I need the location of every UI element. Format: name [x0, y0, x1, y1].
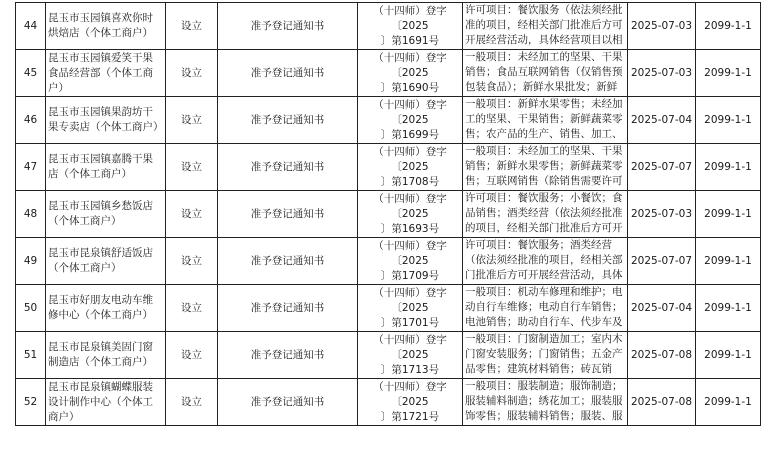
- table-row: [16, 97, 761, 144]
- expiry-date-cell-text: 2099-1-1: [704, 348, 752, 361]
- registration-type-cell-text: 设立: [181, 19, 202, 32]
- business-scope-text: 许可项目：餐饮服务；酒类经营（依法须经批准的项目，经相关部门批准后方可开展经营活动，具体: [465, 239, 623, 281]
- business-scope-cell: [463, 191, 628, 238]
- entity-name-cell-text: 昆玉市玉园镇乡愁饭店（个体工商户）: [48, 200, 153, 227]
- document-type-cell-text: 准予登记通知书: [250, 395, 325, 408]
- table-row: [16, 191, 761, 238]
- expiry-date-cell-text: 2099-1-1: [704, 66, 752, 79]
- entity-name-cell: [46, 3, 166, 50]
- document-type-cell-text: 准予登记通知书: [250, 254, 325, 267]
- entity-name-cell-text: 昆玉市玉园镇爱笑干果食品经营部（个体工商户）: [48, 51, 153, 94]
- expiry-date-cell: [696, 238, 761, 285]
- row-number-cell-text: 52: [23, 395, 38, 408]
- table-row: [16, 3, 761, 50]
- expiry-date-cell-text: 2099-1-1: [704, 254, 752, 267]
- document-type-cell: [218, 50, 358, 97]
- row-number-cell: [16, 285, 46, 332]
- business-scope-cell: [463, 332, 628, 379]
- registration-type-cell-text: 设立: [181, 301, 202, 314]
- business-scope-cell: [463, 379, 628, 426]
- registration-type-cell-text: 设立: [181, 66, 202, 79]
- expiry-date-cell: [696, 379, 761, 426]
- registration-type-cell-text: 设立: [181, 395, 202, 408]
- business-scope-text: 一般项目：新鲜水果零售；未经加工的坚果、干果销售；新鲜蔬菜零售；农产品的生产、销售、加工、: [465, 98, 623, 140]
- entity-name-cell: [46, 50, 166, 97]
- registration-type-cell: [166, 285, 218, 332]
- business-scope-text: 许可项目：餐饮服务；小餐饮；食品销售；酒类经营（依法须经批准的项目，经相关部门批准后方可开: [465, 192, 623, 234]
- entity-name-cell-text: 昆玉市昆泉镇舒适饭店（个体工商户）: [48, 247, 153, 274]
- expiry-date-cell: [696, 285, 761, 332]
- document-type-cell: [218, 144, 358, 191]
- approval-date-cell: [628, 97, 696, 144]
- document-type-cell-text: 准予登记通知书: [250, 207, 325, 220]
- registration-type-cell-text: 设立: [181, 254, 202, 267]
- registration-type-cell: [166, 332, 218, 379]
- business-scope-cell: [463, 3, 628, 50]
- row-number-cell-text: 48: [23, 207, 38, 220]
- expiry-date-cell-text: 2099-1-1: [704, 160, 752, 173]
- document-number-line2: 〕第1713号: [380, 363, 440, 376]
- row-number-cell: [16, 144, 46, 191]
- document-number-line1: （十四师）登字〔2025: [373, 333, 447, 361]
- registration-type-cell: [166, 379, 218, 426]
- entity-name-cell: [46, 238, 166, 285]
- approval-date-cell-text: 2025-07-08: [630, 395, 693, 408]
- business-scope-text: 一般项目：未经加工的坚果、干果销售；新鲜水果零售；新鲜蔬菜零售；互联网销售（除销售需要许可: [465, 145, 623, 187]
- business-scope-cell: [463, 97, 628, 144]
- document-number-line2: 〕第1721号: [380, 410, 440, 423]
- business-scope-text: 一般项目：未经加工的坚果、干果销售；食品互联网销售（仅销售预包装食品）；新鲜水果批发；新鲜: [465, 51, 623, 93]
- approval-date-cell-text: 2025-07-03: [630, 19, 693, 32]
- document-number-cell: [358, 191, 463, 238]
- row-number-cell-text: 45: [23, 66, 38, 79]
- registration-table: [15, 2, 761, 426]
- registration-type-cell-text: 设立: [181, 207, 202, 220]
- entity-name-cell-text: 昆玉市昆泉镇美固门窗制造店（个体工商户）: [48, 341, 153, 368]
- expiry-date-cell: [696, 50, 761, 97]
- expiry-date-cell: [696, 3, 761, 50]
- expiry-date-cell-text: 2099-1-1: [704, 113, 752, 126]
- document-number-line2: 〕第1701号: [380, 316, 440, 329]
- document-number-line1: （十四师）登字〔2025: [373, 286, 447, 314]
- row-number-cell: [16, 97, 46, 144]
- business-scope-cell: [463, 144, 628, 191]
- row-number-cell: [16, 191, 46, 238]
- approval-date-cell: [628, 144, 696, 191]
- document-number-line1: （十四师）登字〔2025: [373, 4, 447, 32]
- table-body: [16, 3, 761, 426]
- approval-date-cell-text: 2025-07-08: [630, 348, 693, 361]
- approval-date-cell: [628, 191, 696, 238]
- document-number-cell: [358, 238, 463, 285]
- row-number-cell-text: 47: [23, 160, 38, 173]
- expiry-date-cell-text: 2099-1-1: [704, 19, 752, 32]
- document-number-cell: [358, 285, 463, 332]
- entity-name-cell: [46, 285, 166, 332]
- approval-date-cell-text: 2025-07-04: [630, 301, 693, 314]
- entity-name-cell-text: 昆玉市好朋友电动车维修中心（个体工商户）: [48, 294, 153, 321]
- document-type-cell: [218, 97, 358, 144]
- business-scope-cell: [463, 238, 628, 285]
- document-number-line1: （十四师）登字〔2025: [373, 380, 447, 408]
- document-number-line2: 〕第1708号: [380, 175, 440, 188]
- document-type-cell: [218, 285, 358, 332]
- business-scope-cell: [463, 285, 628, 332]
- row-number-cell-text: 51: [23, 348, 38, 361]
- document-number-cell: [358, 3, 463, 50]
- entity-name-cell: [46, 144, 166, 191]
- approval-date-cell-text: 2025-07-07: [630, 160, 693, 173]
- document-type-cell-text: 准予登记通知书: [250, 301, 325, 314]
- approval-date-cell: [628, 379, 696, 426]
- document-number-line1: （十四师）登字〔2025: [373, 145, 447, 173]
- document-number-line1: （十四师）登字〔2025: [373, 192, 447, 220]
- row-number-cell-text: 46: [23, 113, 38, 126]
- entity-name-cell: [46, 379, 166, 426]
- document-type-cell: [218, 332, 358, 379]
- business-scope-text: 一般项目：机动车修理和维护；电动自行车维修；电动自行车销售；电池销售；助动自行车、代步车及: [465, 286, 623, 328]
- document-type-cell: [218, 379, 358, 426]
- table-row: [16, 50, 761, 97]
- row-number-cell-text: 50: [23, 301, 38, 314]
- document-type-cell-text: 准予登记通知书: [250, 160, 325, 173]
- table-row: [16, 144, 761, 191]
- document-number-line1: （十四师）登字〔2025: [373, 98, 447, 126]
- entity-name-cell-text: 昆玉市玉园镇嘉腾干果店（个体工商户）: [48, 153, 153, 180]
- table-row: [16, 238, 761, 285]
- entity-name-cell: [46, 332, 166, 379]
- document-number-line1: （十四师）登字〔2025: [373, 51, 447, 79]
- business-scope-text: 许可项目：餐饮服务（依法须经批准的项目，经相关部门批准后方可开展经营活动，具体经营项目以相: [465, 4, 623, 46]
- expiry-date-cell: [696, 191, 761, 238]
- approval-date-cell-text: 2025-07-07: [630, 254, 693, 267]
- row-number-cell: [16, 379, 46, 426]
- entity-name-cell-text: 昆玉市昆泉镇蝴蝶服装设计制作中心（个体工商户）: [48, 380, 153, 423]
- registration-type-cell-text: 设立: [181, 160, 202, 173]
- approval-date-cell: [628, 3, 696, 50]
- document-number-cell: [358, 50, 463, 97]
- document-number-line2: 〕第1699号: [380, 128, 440, 141]
- approval-date-cell-text: 2025-07-03: [630, 207, 693, 220]
- expiry-date-cell: [696, 97, 761, 144]
- document-type-cell: [218, 238, 358, 285]
- row-number-cell: [16, 50, 46, 97]
- row-number-cell: [16, 238, 46, 285]
- document-number-cell: [358, 379, 463, 426]
- document-number-line1: （十四师）登字〔2025: [373, 239, 447, 267]
- document-number-line2: 〕第1690号: [380, 81, 440, 94]
- entity-name-cell: [46, 191, 166, 238]
- registration-type-cell: [166, 144, 218, 191]
- approval-date-cell: [628, 50, 696, 97]
- expiry-date-cell-text: 2099-1-1: [704, 395, 752, 408]
- registration-type-cell: [166, 97, 218, 144]
- document-type-cell-text: 准予登记通知书: [250, 19, 325, 32]
- registration-type-cell: [166, 3, 218, 50]
- approval-date-cell-text: 2025-07-04: [630, 113, 693, 126]
- expiry-date-cell-text: 2099-1-1: [704, 301, 752, 314]
- document-type-cell: [218, 191, 358, 238]
- entity-name-cell-text: 昆玉市玉园镇喜欢你时烘焙店（个体工商户）: [48, 12, 153, 39]
- registration-type-cell: [166, 238, 218, 285]
- document-type-cell-text: 准予登记通知书: [250, 113, 325, 126]
- entity-name-cell-text: 昆玉市玉园镇果韵坊干果专卖店（个体工商户）: [48, 106, 164, 133]
- row-number-cell: [16, 332, 46, 379]
- approval-date-cell: [628, 238, 696, 285]
- approval-date-cell: [628, 332, 696, 379]
- business-scope-text: 一般项目：门窗制造加工；室内木门窗安装服务；门窗销售；五金产品零售；建筑材料销售；砖瓦销: [465, 333, 623, 375]
- table-row: [16, 379, 761, 426]
- row-number-cell-text: 44: [23, 19, 38, 32]
- business-scope-cell: [463, 50, 628, 97]
- approval-date-cell: [628, 285, 696, 332]
- registration-type-cell-text: 设立: [181, 348, 202, 361]
- expiry-date-cell-text: 2099-1-1: [704, 207, 752, 220]
- registration-type-cell-text: 设立: [181, 113, 202, 126]
- table-row: [16, 332, 761, 379]
- document-type-cell-text: 准予登记通知书: [250, 66, 325, 79]
- registration-type-cell: [166, 50, 218, 97]
- business-scope-text: 一般项目：服装制造；服饰制造；服装辅料制造；绣花加工；服装服饰零售；服装辅料销售；服装、服: [465, 380, 623, 422]
- document-type-cell: [218, 3, 358, 50]
- document-type-cell-text: 准予登记通知书: [250, 348, 325, 361]
- document-number-line2: 〕第1691号: [380, 34, 440, 47]
- document-number-line2: 〕第1693号: [380, 222, 440, 235]
- document-number-cell: [358, 97, 463, 144]
- document-number-line2: 〕第1709号: [380, 269, 440, 282]
- row-number-cell: [16, 3, 46, 50]
- approval-date-cell-text: 2025-07-03: [630, 66, 693, 79]
- document-number-cell: [358, 332, 463, 379]
- entity-name-cell: [46, 97, 166, 144]
- expiry-date-cell: [696, 332, 761, 379]
- table-row: [16, 285, 761, 332]
- registration-type-cell: [166, 191, 218, 238]
- row-number-cell-text: 49: [23, 254, 38, 267]
- expiry-date-cell: [696, 144, 761, 191]
- document-number-cell: [358, 144, 463, 191]
